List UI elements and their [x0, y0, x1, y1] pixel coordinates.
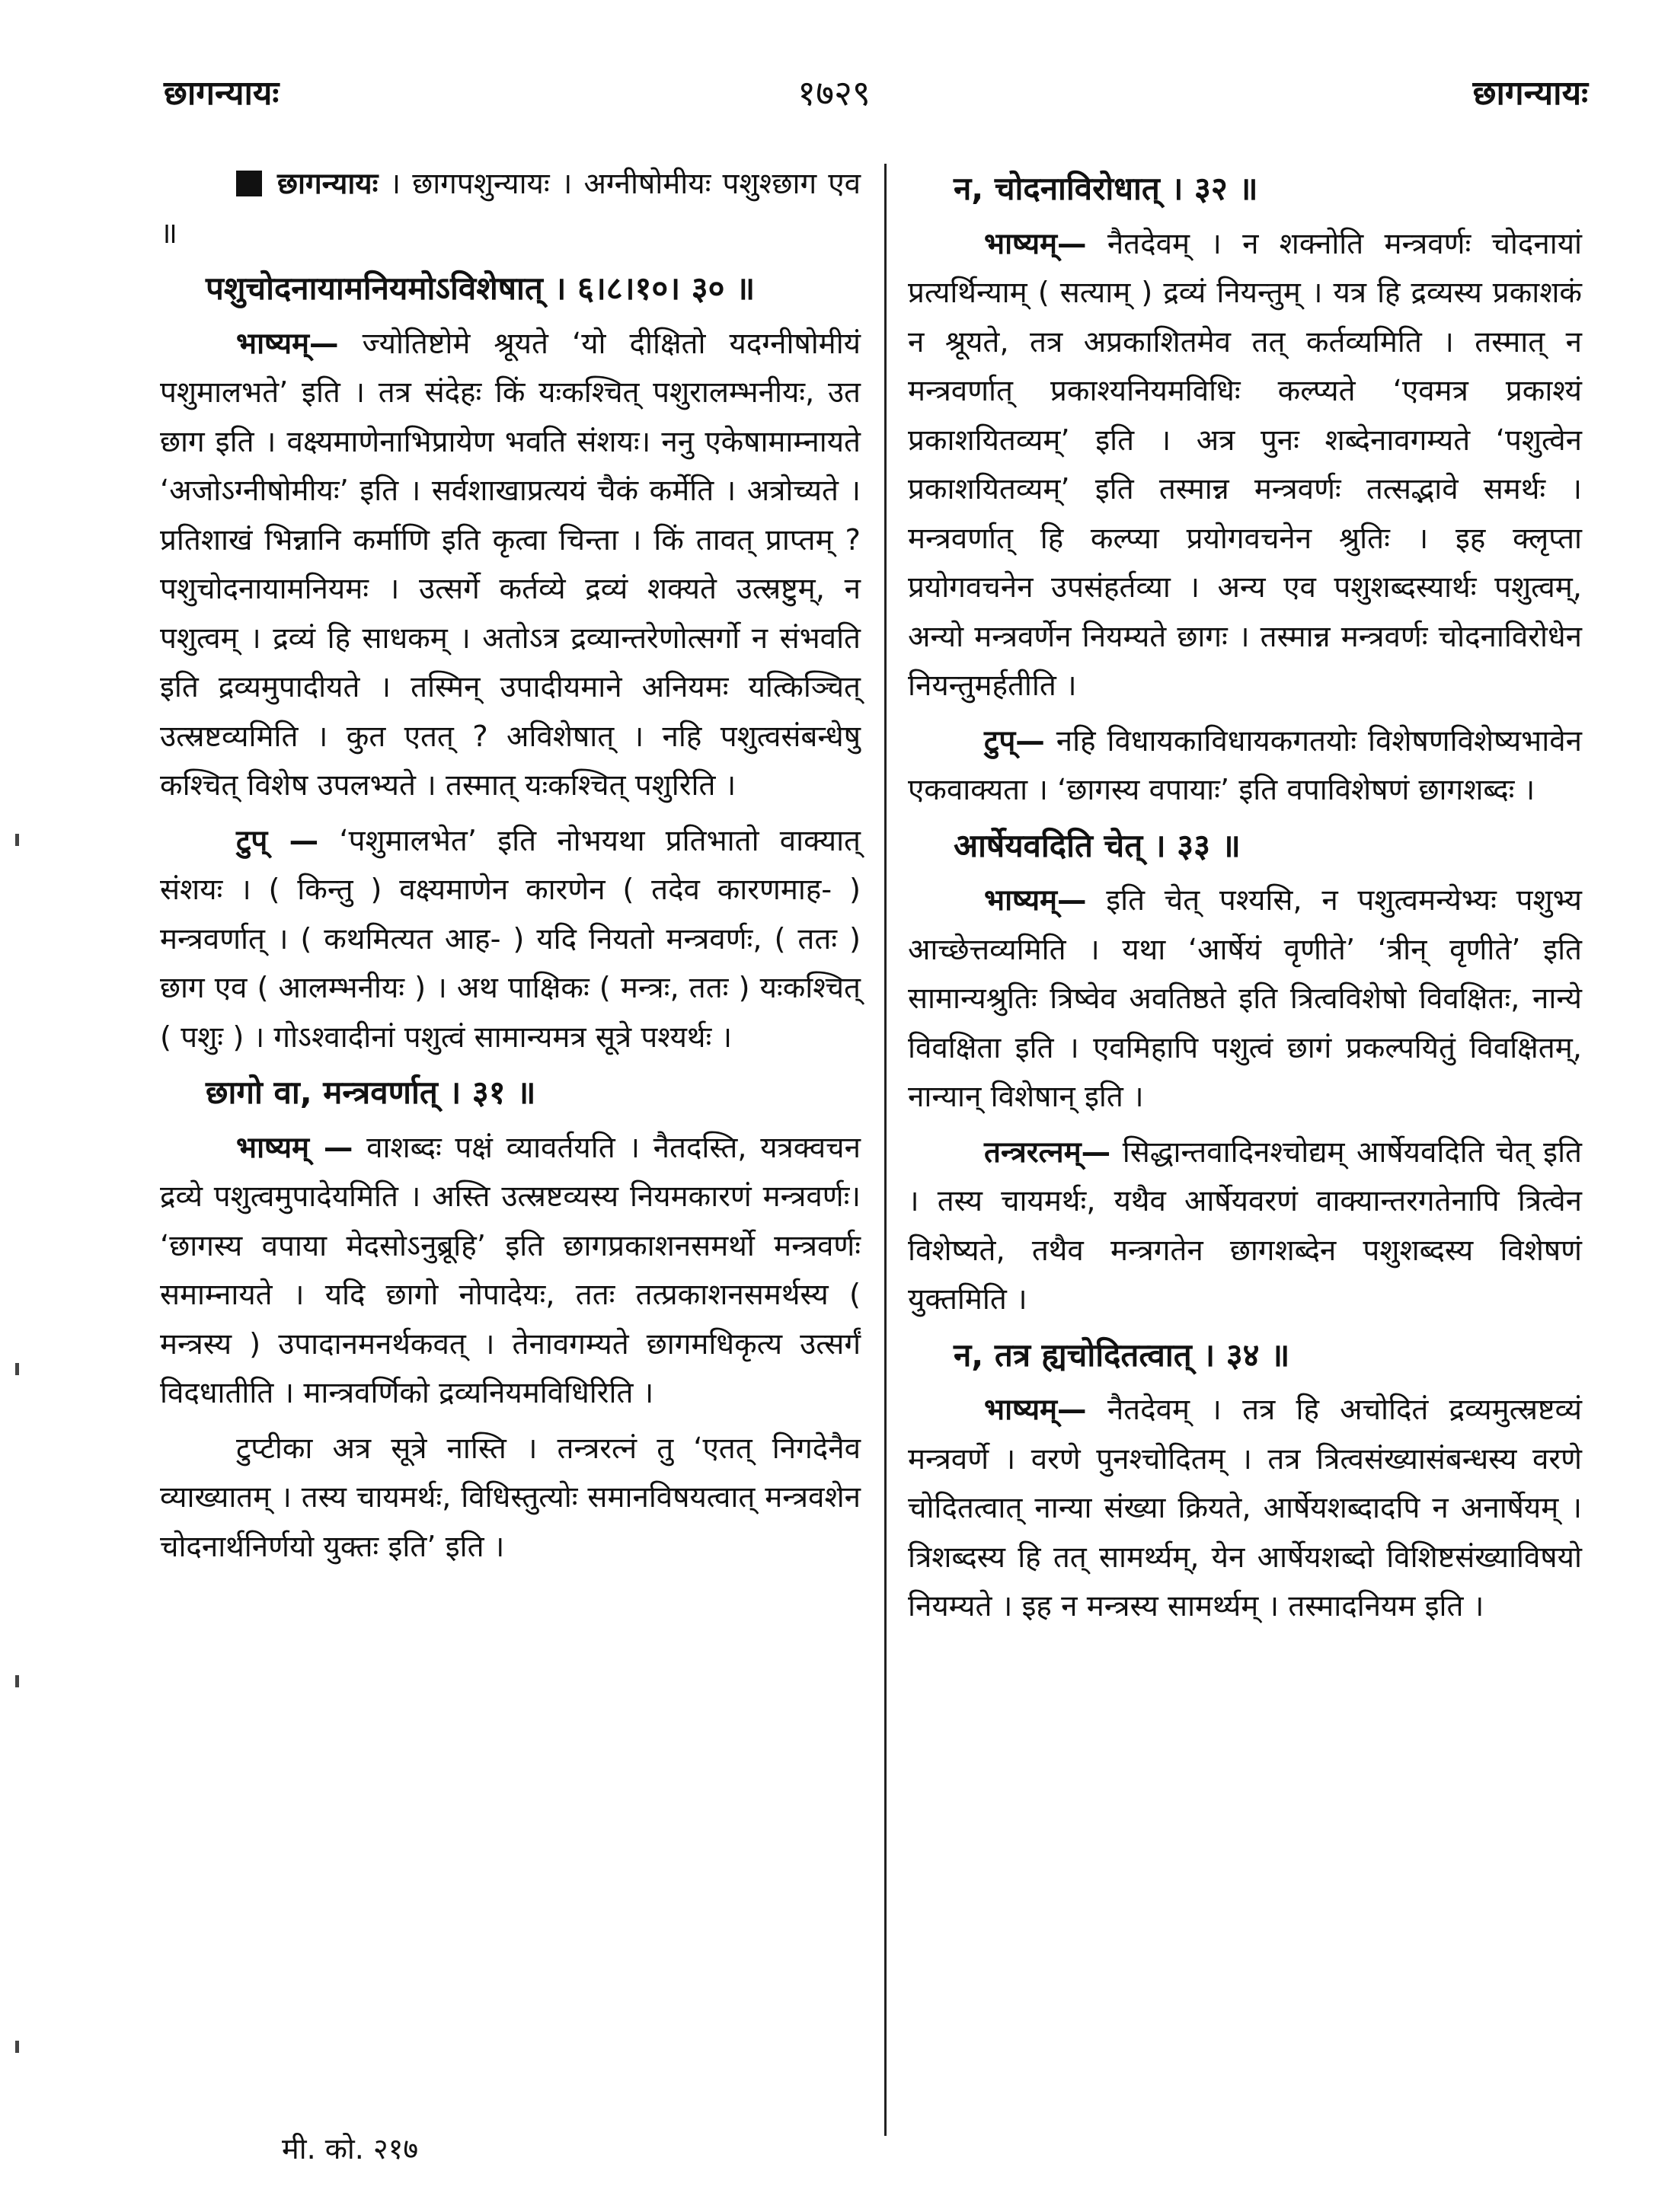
- bhashya-text: इति चेत् पश्यसि, न पशुत्वमन्येभ्यः पशुभ्य आच्छेत्तव्यमिति । यथा ‘आर्षेयं वृणीते’ ‘त्रीन् वृणीते’ इति सामान्यश्रुतिः त्रिष्वेव अवतिष्ठते इति त्रित्वविशेषो विवक्षितः, नान्ये विवक्षिता इति । एवमिहापि पशुत्वं छागं प्रकल्पयितुं विवक्षितम्, नान्यान् विशेषान् इति ।: [908, 883, 1582, 1114]
- bhashya-32: [908, 220, 1582, 711]
- sutra-32: न, चोदनाविरोधात् । ३२ ॥: [954, 170, 1258, 207]
- tup-30: [160, 817, 861, 1063]
- page-number: १७२९: [797, 72, 871, 113]
- entry-text: । छागपशुन्यायः । अग्नीषोमीयः पशुश्छाग एव ॥: [160, 167, 861, 251]
- tup-label: टुप्—: [984, 723, 1045, 758]
- tup-text: नहि विधायकाविधायकगतयोः विशेषणविशेष्यभावेन एकवाक्यता । ‘छागस्य वपायाः’ इति वपाविशेषणं छागशब्दः ।: [908, 723, 1582, 807]
- column-divider: [884, 164, 887, 2136]
- tantraratna-label: तन्त्ररत्नम्—: [984, 1135, 1111, 1170]
- running-head-right: छागन्यायः: [1472, 74, 1588, 113]
- entry-paragraph: [160, 160, 861, 258]
- bhashya-34: [908, 1386, 1582, 1632]
- page-header: [0, 69, 1668, 137]
- tup-text: ‘पशुमालभेत’ इति नोभयथा प्रतिभातो वाक्यात् संशयः । ( किन्तु ) वक्ष्यमाणेन कारणेन ( तदेव कारणमाह- ) मन्त्रवर्णात् । ( कथमित्यत आह- ) यदि नियतो मन्त्रवर्णः, ( ततः ) छाग एव ( आलम्भनीयः ) । अथ पाक्षिकः ( मन्त्रः, ततः ) यःकश्चित् ( पशुः ) । गोऽश्वादीनां पशुत्वं सामान्यमत्र सूत्रे पश्यर्थः ।: [160, 823, 861, 1055]
- bhashya-label: भाष्यम् —: [236, 1130, 353, 1165]
- bhashya-label: भाष्यम्—: [984, 883, 1087, 918]
- bhashya-text: ज्योतिष्टोमे श्रूयते ‘यो दीक्षितो यदग्नीषोमीयं पशुमालभते’ इति । तत्र संदेहः किं यःकश्चित् पशुरालम्भनीयः, उत छाग इति । वक्ष्यमाणेनाभिप्रायेण भवति संशयः। ननु एकेषामाम्नायते ‘अजोऽग्नीषोमीयः’ इति । सर्वशाखाप्रत्ययं चैकं कर्मेति । अत्रोच्यते । प्रतिशाखं भिन्नानि कर्माणि इति कृत्वा चिन्ता । किं तावत् प्राप्तम् ? पशुचोदनायामनियमः । उत्सर्गे कर्तव्ये द्रव्यं शक्यते उत्स्रष्टुम्, न पशुत्वम् । द्रव्यं हि साधकम् । अतोऽत्र द्रव्यान्तरेणोत्सर्गो न संभवति इति द्रव्यमुपादीयते । तस्मिन् उपादीयमाने अनियमः यत्किञ्चित् उत्स्रष्टव्यमिति । कुत एतत् ? अविशेषात् । नहि पशुत्वसंबन्धेषु कश्चित् विशेष उपलभ्यते । तस्मात् यःकश्चित् पशुरिति ।: [160, 326, 861, 803]
- bhashya-label: भाष्यम्—: [236, 326, 339, 361]
- entry-head: छागन्यायः: [277, 167, 379, 201]
- sutra-33: आर्षेयवदिति चेत् । ३३ ॥: [954, 826, 1241, 864]
- bhashya-text: वाशब्दः पक्षं व्यावर्तयति । नैतदस्ति, यत्रक्वचन द्रव्ये पशुत्वमुपादेयमिति । अस्ति उत्स्रष्टव्यस्य नियमकारणं मन्त्रवर्णः। ‘छागस्य वपाया मेदसोऽनुब्रूहि’ इति छागप्रकाशनसमर्थो मन्त्रवर्णः समाम्नायते । यदि छागो नोपादेयः, ततः तत्प्रकाशनसमर्थस्य ( मन्त्रस्य ) उपादानमनर्थकवत् । तेनावगम्यते छागमधिकृत्य उत्सर्गं विदधातीति । मान्त्रवर्णिको द्रव्यनियमविधिरिति ।: [160, 1130, 861, 1410]
- page-footer: मी. को. २१७: [282, 2132, 419, 2166]
- sutra-30: पशुचोदनायामनियमोऽविशेषात् । ६।८।१०। ३० ॥: [206, 270, 756, 307]
- tup-label: टुप् —: [236, 823, 319, 858]
- margin-mark: [15, 1363, 19, 1375]
- right-column: [908, 160, 1582, 1638]
- bhashya-text: नैतदेवम् । न शक्नोति मन्त्रवर्णः चोदनायां प्रत्यर्थिन्याम् ( सत्याम् ) द्रव्यं नियन्तुम् । यत्र हि द्रव्यस्य प्रकाशकं न श्रूयते, तत्र अप्रकाशितमेव तत् कर्तव्यमिति । तस्मात् न मन्त्रवर्णात् प्रकाश्यनियमविधिः कल्प्यते ‘एवमत्र प्रकाश्यं प्रकाशयितव्यम्’ इति । अत्र पुनः शब्देनावगम्यते ‘पशुत्वेन प्रकाशयितव्यम्’ इति तस्मान्न मन्त्रवर्णः तत्सद्भावे समर्थः । मन्त्रवर्णात् हि कल्प्या प्रयोगवचनेन श्रुतिः । इह क्लृप्ता प्रयोगवचनेन उपसंहर्तव्या । अन्य एव पशुशब्दस्यार्थः पशुत्वम्, अन्यो मन्त्रवर्णेन नियम्यते छागः । तस्मान्न मन्त्रवर्णः चोदनाविरोधेन नियन्तुमर्हतीति ।: [908, 226, 1582, 703]
- bhashya-33: [908, 876, 1582, 1122]
- tuptika-note: टुप्टीका अत्र सूत्रे नास्ति । तन्त्ररत्नं तु ‘एतत् निगदेनैव व्याख्यातम् । तस्य चायमर्थः, विधिस्तुत्योः समानविषयत्वात् मन्त्रवशेन चोदनार्थनिर्णयो युक्तः इति’ इति ।: [160, 1431, 861, 1564]
- bhashya-label: भाष्यम्—: [984, 1393, 1087, 1427]
- sutra-34: न, तत्र ह्यचोदितत्वात् । ३४ ॥: [954, 1336, 1290, 1374]
- tup-32: [908, 717, 1582, 816]
- sutra-31: छागो वा, मन्त्रवर्णात् । ३१ ॥: [206, 1074, 536, 1111]
- tantraratna-text: सिद्धान्तवादिनश्चोद्यम् आर्षेयवदिति चेत् इति । तस्य चायमर्थः, यथैव आर्षेयवरणं वाक्यान्तरगतेनापि त्रित्वेन विशेष्यते, तथैव मन्त्रगतेन छागशब्देन पशुशब्दस्य विशेषणं युक्तमिति ।: [908, 1135, 1582, 1317]
- bhashya-text: नैतदेवम् । तत्र हि अचोदितं द्रव्यमुत्स्रष्टव्यं मन्त्रवर्णे । वरणे पुनश्चोदितम् । तत्र त्रित्वसंख्यासंबन्धस्य वरणे चोदितत्वात् नान्या संख्या क्रियते, आर्षेयशब्दादपि न अनार्षेयम् । त्रिशब्दस्य हि तत् सामर्थ्यम्, येन आर्षेयशब्दो विशिष्टसंख्याविषयो नियम्यते । इह न मन्त्रस्य सामर्थ्यम् । तस्मादनियम इति ।: [908, 1393, 1582, 1623]
- margin-mark: [15, 1675, 19, 1687]
- left-column: [160, 160, 861, 1578]
- running-head-left: छागन्यायः: [164, 74, 280, 113]
- margin-mark: [15, 834, 19, 846]
- bhashya-30: [160, 320, 861, 811]
- bhashya-31: [160, 1124, 861, 1419]
- tantraratna-33: [908, 1128, 1582, 1325]
- margin-mark: [15, 2041, 19, 2053]
- square-bullet-icon: [236, 171, 262, 196]
- bhashya-label: भाष्यम्—: [984, 226, 1087, 261]
